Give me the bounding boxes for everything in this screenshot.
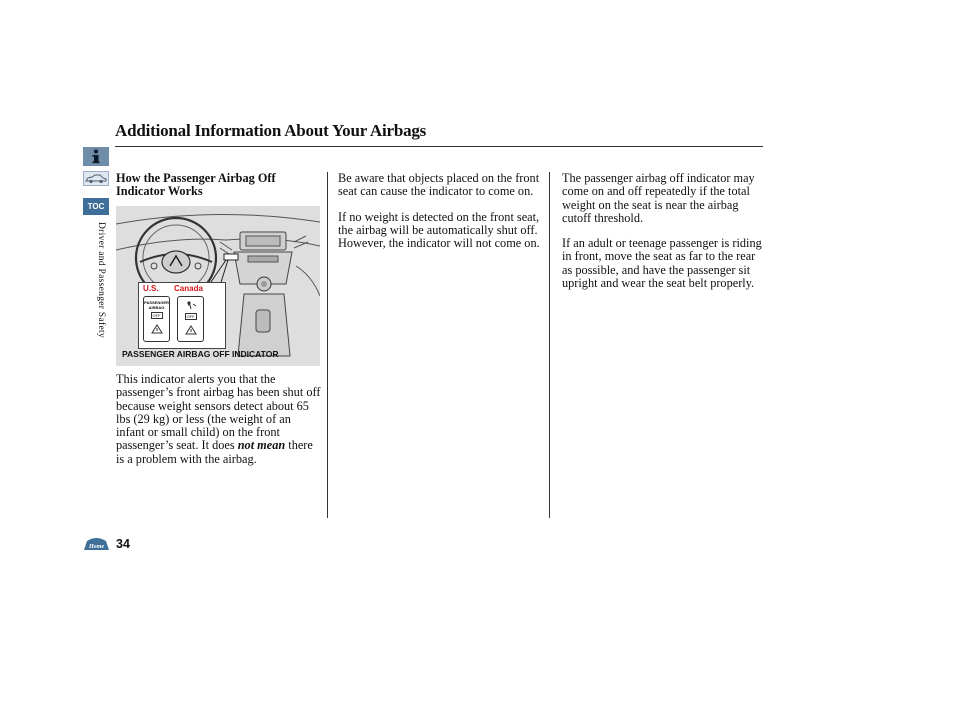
home-button[interactable] [83,536,110,552]
dashboard-illustration [116,206,320,366]
canada-off-text: OFF [186,314,195,319]
home-icon [83,536,110,552]
indicator-inset [138,282,226,349]
emphasis-text: not mean [237,438,286,453]
page-title: Additional Information About Your Airbags [115,121,427,140]
illustration-caption: PASSENGER AIRBAG OFF INDICATOR [122,349,279,359]
us-off-text: OFF [152,313,161,318]
canada-label: Canada [174,284,203,293]
info-button[interactable] [83,147,109,166]
info-icon [91,149,101,164]
toc-button[interactable]: TOC [83,198,109,215]
us-indicator-text: PASSENGER AIRBAG [144,300,169,310]
body-text: there is a problem with the airbag. [116,438,313,466]
section-label: Driver and Passenger Safety [96,222,106,338]
passenger-airbag-icon [185,301,197,311]
subheading: How the Passenger Airbag Off Indicator Works [116,171,276,199]
paragraph: If an adult or teenage passenger is riding in front, move the seat as far to the rear as possible, and have the passenger sit upright and wear the seat belt properly. [562,236,762,291]
us-label: U.S. [143,284,159,293]
column-1 [116,172,322,199]
canada-indicator [177,296,204,342]
title-divider [115,146,763,147]
warning-triangle-icon [151,324,163,334]
column-2 [338,172,540,262]
home-label: Home [89,544,104,550]
indicator-description [116,373,322,466]
column-divider [549,172,550,518]
column-3 [562,172,762,302]
paragraph: If no weight is detected on the front seat, the airbag will be automatically shut off. However, the indicator will not come on. [338,209,540,251]
vehicle-index-button[interactable] [83,171,109,186]
paragraph: Be aware that objects placed on the front seat can cause the indicator to come on. [338,171,540,199]
page-number: 34 [116,537,130,551]
paragraph: The passenger airbag off indicator may come on and off repeatedly if the total weight on the seat is near the airbag cutoff threshold. [562,171,755,225]
us-indicator [143,296,170,342]
column-divider [327,172,328,518]
car-icon [85,174,107,184]
body-text: This indicator alerts you that the passenger’s front airbag has been shut off because weight sensors detect about 65 lbs (29 kg) or less (the weight of an infant or small child) on the front passenger’s seat. It does [116,372,321,453]
warning-triangle-icon [185,325,197,335]
